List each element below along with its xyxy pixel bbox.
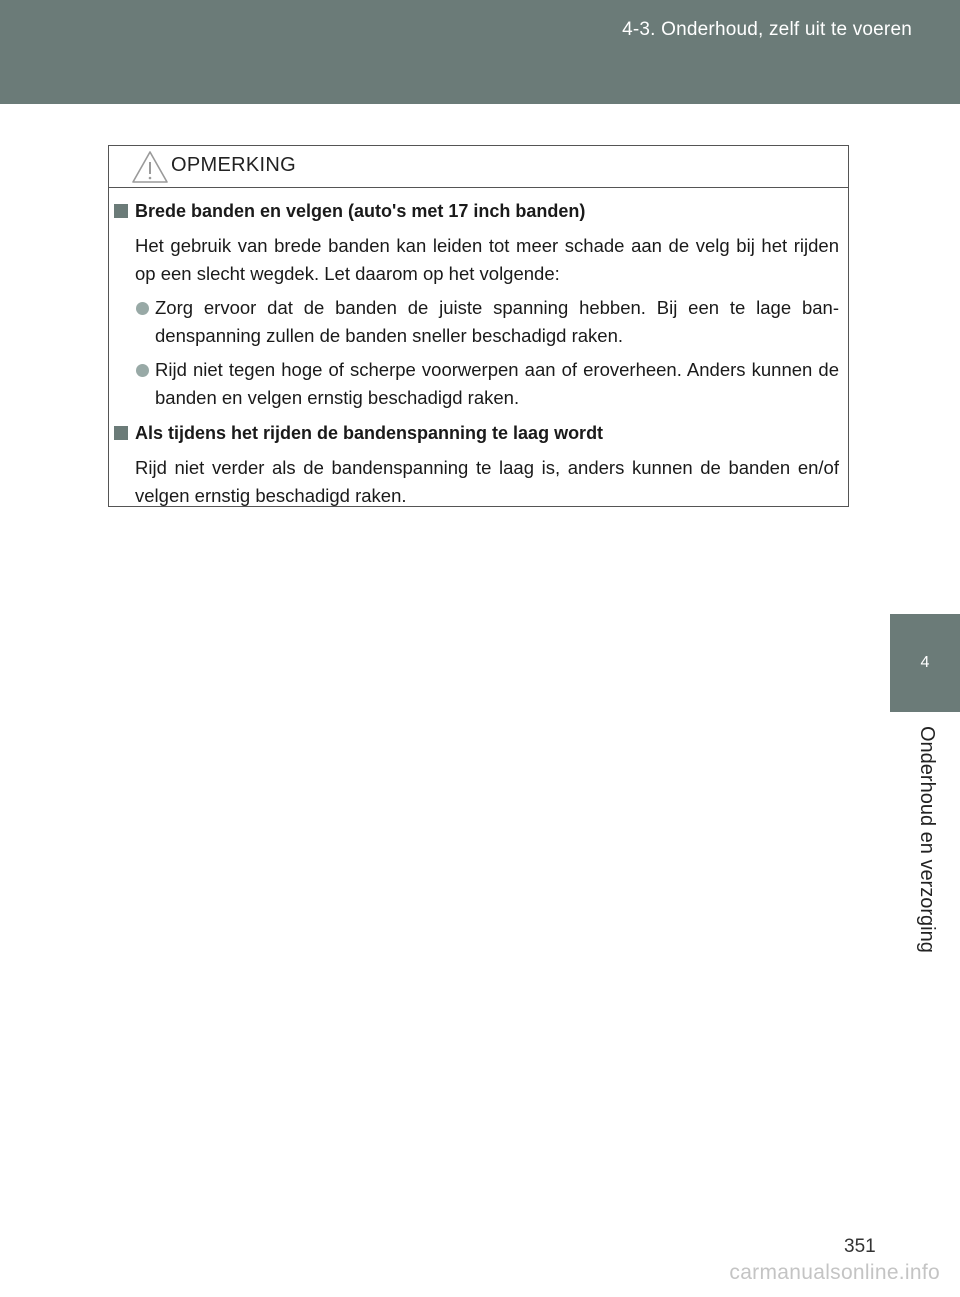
bullet-text: Rijd niet tegen hoge of scherpe voorwerpen aan of eroverheen. Anders kunnen de banden en velgen ernstig beschadigd raken.: [155, 359, 839, 408]
notice-box: [108, 145, 849, 507]
page-number: 351: [844, 1236, 876, 1257]
chapter-tab: [890, 614, 960, 712]
bullet-item: [114, 294, 839, 350]
dot-bullet-icon: [136, 302, 149, 315]
section-heading: [114, 198, 839, 224]
warning-triangle-icon: [131, 150, 169, 184]
square-bullet-icon: [114, 426, 128, 440]
notice-header: [109, 146, 848, 188]
notice-title: OPMERKING: [171, 154, 296, 176]
header-bar: [0, 0, 960, 104]
bullet-text: Zorg ervoor dat de banden de juiste spanning hebben. Bij een te lage ban-denspanning zullen de banden sneller beschadigd raken.: [155, 297, 839, 346]
section-heading: [114, 420, 839, 446]
dot-bullet-icon: [136, 364, 149, 377]
chapter-title: Onderhoud en verzorging: [916, 726, 938, 953]
section-title: 4-3. Onderhoud, zelf uit te voeren: [622, 19, 912, 40]
bullet-item: [114, 356, 839, 412]
section-heading-text: Brede banden en velgen (auto's met 17 inch banden): [135, 201, 586, 221]
notice-body: [109, 188, 848, 510]
section-paragraph: Rijd niet verder als de bandenspanning te laag is, anders kunnen de banden en/of velgen ernstig beschadigd raken.: [135, 457, 839, 506]
watermark: carmanualsonline.info: [729, 1261, 940, 1284]
section-paragraph: Het gebruik van brede banden kan leiden tot meer schade aan de velg bij het rijden op een slecht wegdek. Let daarom op het volgende:: [135, 235, 839, 284]
chapter-number: 4: [920, 654, 930, 671]
square-bullet-icon: [114, 204, 128, 218]
section-heading-text: Als tijdens het rijden de bandenspanning te laag wordt: [135, 423, 604, 443]
chapter-tab-label: [890, 712, 960, 1090]
